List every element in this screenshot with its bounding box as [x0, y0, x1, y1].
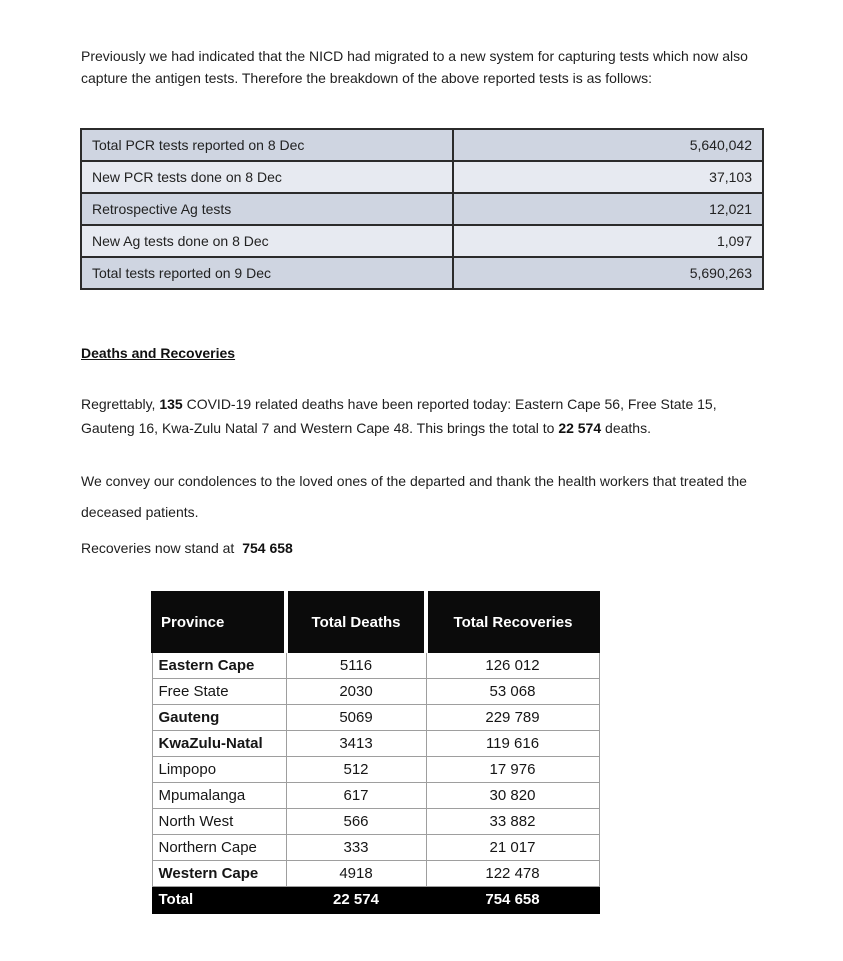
deaths-report-paragraph [81, 392, 773, 440]
province-cell: Mpumalanga [152, 782, 286, 808]
recoveries-cell: 122 478 [426, 860, 599, 886]
total-deaths-cell: 22 574 [286, 886, 426, 913]
table-row [152, 652, 599, 678]
province-cell: Northern Cape [152, 834, 286, 860]
deaths-cell: 566 [286, 808, 426, 834]
table-row [152, 834, 599, 860]
recoveries-cell: 17 976 [426, 756, 599, 782]
tests-summary-table [80, 128, 764, 290]
test-label-cell: Total PCR tests reported on 8 Dec [81, 129, 453, 161]
recoveries-cell: 119 616 [426, 730, 599, 756]
deaths-cell: 512 [286, 756, 426, 782]
province-cell: Western Cape [152, 860, 286, 886]
recoveries-cell: 21 017 [426, 834, 599, 860]
table-row [152, 678, 599, 704]
deaths-recoveries-heading: Deaths and Recoveries [81, 345, 236, 361]
deaths-cell: 5116 [286, 652, 426, 678]
table-row [152, 782, 599, 808]
recoveries-cell: 53 068 [426, 678, 599, 704]
text-segment: Regrettably, [81, 396, 160, 412]
deaths-cell: 333 [286, 834, 426, 860]
province-stats-table [151, 591, 600, 914]
table-row [152, 704, 599, 730]
recoveries-cell: 126 012 [426, 652, 599, 678]
recoveries-cell: 229 789 [426, 704, 599, 730]
deaths-cell: 4918 [286, 860, 426, 886]
table-total-row [152, 886, 599, 913]
text-segment: COVID-19 related deaths have been reported today: Eastern Cape 56, Free State 15, Gauteng 16, Kwa-Zulu Natal 7 and Western Cape 48. This brings the total to [81, 396, 717, 436]
text-segment: Recoveries now stand at [81, 540, 239, 556]
test-value-cell: 12,021 [453, 193, 763, 225]
total-deaths-count: 22 574 [558, 420, 602, 436]
recoveries-cell: 33 882 [426, 808, 599, 834]
table-row [152, 808, 599, 834]
table-row [152, 756, 599, 782]
table-row [81, 161, 763, 193]
intro-paragraph: Previously we had indicated that the NICD had migrated to a new system for capturing tests which now also capture the antigen tests. Therefore the breakdown of the above reported tests is as follows: [81, 48, 748, 86]
deaths-cell: 617 [286, 782, 426, 808]
new-deaths-count: 135 [159, 396, 183, 412]
table-header-row [152, 592, 599, 652]
table-row [81, 257, 763, 289]
table-row [152, 860, 599, 886]
deaths-header-cell: Total Deaths [286, 592, 426, 652]
deaths-cell: 2030 [286, 678, 426, 704]
province-header-cell: Province [152, 592, 286, 652]
deaths-cell: 3413 [286, 730, 426, 756]
test-value-cell: 1,097 [453, 225, 763, 257]
province-cell: Free State [152, 678, 286, 704]
condolences-paragraph: We convey our condolences to the loved ones of the departed and thank the health workers that treated the deceased patients. [81, 473, 747, 520]
total-recoveries-count: 754 658 [242, 540, 293, 556]
total-label-cell: Total [152, 886, 286, 913]
text-segment: deaths. [601, 420, 651, 436]
test-label-cell: New Ag tests done on 8 Dec [81, 225, 453, 257]
table-row [81, 129, 763, 161]
recoveries-line [81, 538, 293, 559]
deaths-cell: 5069 [286, 704, 426, 730]
province-cell: KwaZulu-Natal [152, 730, 286, 756]
table-row [81, 225, 763, 257]
recoveries-header-cell: Total Recoveries [426, 592, 599, 652]
table-row [81, 193, 763, 225]
table-row [152, 730, 599, 756]
province-cell: Limpopo [152, 756, 286, 782]
test-label-cell: New PCR tests done on 8 Dec [81, 161, 453, 193]
province-cell: North West [152, 808, 286, 834]
test-value-cell: 5,690,263 [453, 257, 763, 289]
province-cell: Gauteng [152, 704, 286, 730]
test-label-cell: Retrospective Ag tests [81, 193, 453, 225]
recoveries-cell: 30 820 [426, 782, 599, 808]
test-value-cell: 5,640,042 [453, 129, 763, 161]
test-label-cell: Total tests reported on 9 Dec [81, 257, 453, 289]
test-value-cell: 37,103 [453, 161, 763, 193]
total-recoveries-cell: 754 658 [426, 886, 599, 913]
province-cell: Eastern Cape [152, 652, 286, 678]
